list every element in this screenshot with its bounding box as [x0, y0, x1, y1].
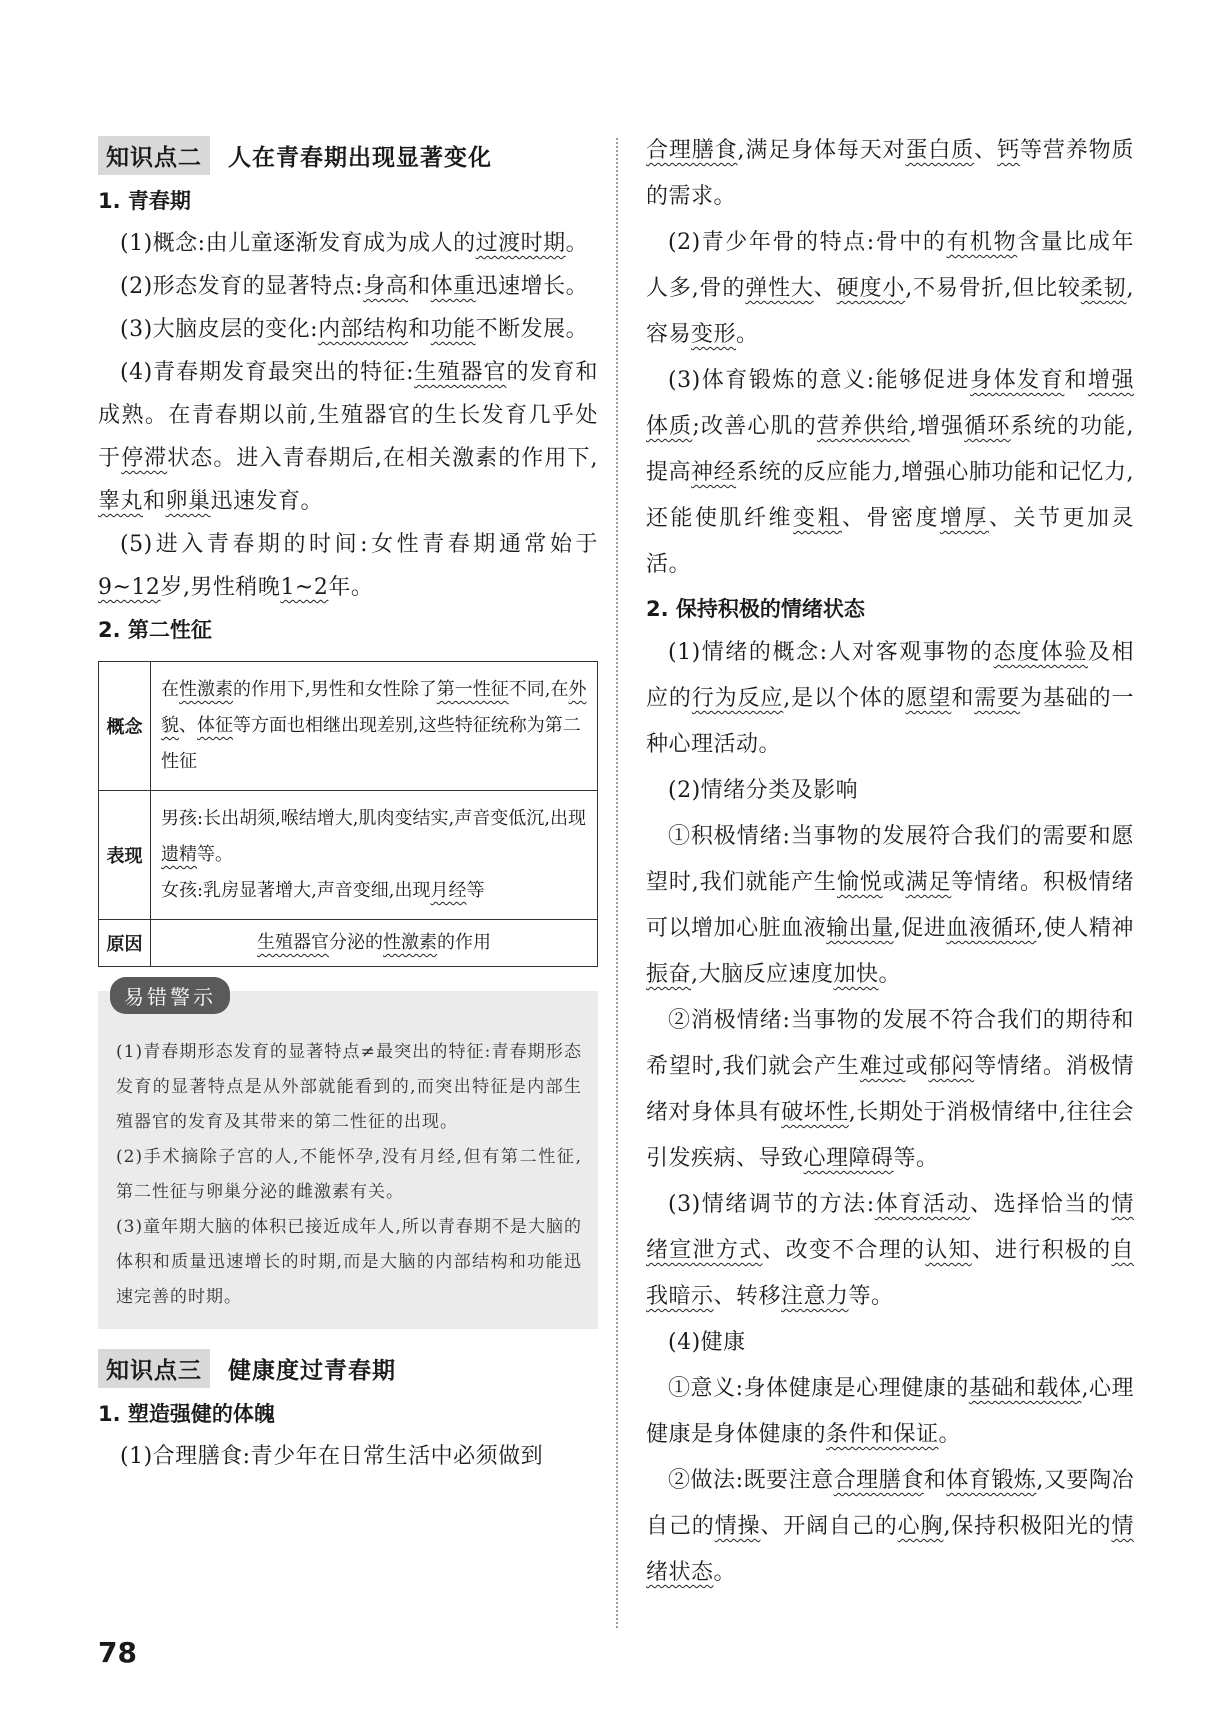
health-practice: ②做法:既要注意合理膳食和体育锻炼,又要陶冶自己的情操、开阔自己的心胸,保持积极阳光的情绪状态。 [646, 1468, 1134, 1585]
puberty-cortex: (3)大脑皮层的变化:内部结构和功能不断发展。 [120, 317, 589, 342]
row-head-cause: 原因 [99, 920, 151, 967]
puberty-onset: (5)进入青春期的时间:女性青春期通常始于9~12岁,男性稍晚1~2年。 [98, 532, 598, 600]
positive-emotion: ①积极情绪:当事物的发展符合我们的需要和愿望时,我们就能产生愉悦或满足等情绪。积极情绪可以增加心脏血液输出量,促进血液循环,使人精神振奋,大脑反应速度加快。 [646, 824, 1134, 987]
puberty-feature: (4)青春期发育最突出的特征:生殖器官的发育和成熟。在青春期以前,生殖器官的生长发育几乎处于停滞状态。进入青春期后,在相关激素的作用下,睾丸和卵巢迅速发育。 [98, 360, 598, 514]
puberty-concept: (1)概念:由儿童逐渐发育成为成人的过渡时期。 [120, 231, 589, 256]
secondary-sex-table [98, 661, 598, 967]
girls-line: 女孩:乳房显著增大,声音变细,出现月经等 [161, 880, 485, 901]
error-warning-box [98, 985, 598, 1329]
puberty-morphology: (2)形态发育的显著特点:身高和体重迅速增长。 [120, 274, 589, 299]
table-row [99, 662, 598, 791]
section-puberty-heading: 1. 青春期 [98, 189, 191, 213]
kp3-title: 健康度过青春期 [228, 1357, 396, 1384]
section-emotion-heading: 2. 保持积极的情绪状态 [646, 597, 865, 621]
page-number: 78 [98, 1636, 137, 1669]
row-body-manifestation [151, 791, 598, 920]
section-body-heading: 1. 塑造强健的体魄 [98, 1402, 275, 1426]
section-secondary-sex-heading: 2. 第二性征 [98, 618, 212, 642]
knowledge-point-3-heading [98, 1347, 598, 1389]
row-head-manifestation: 表现 [99, 791, 151, 920]
warning-item: (3)童年期大脑的体积已接近成年人,所以青春期不是大脑的体积和质量迅速增长的时期,而是大脑的内部结构和功能迅速完善的时期。 [116, 1217, 582, 1307]
left-column [98, 134, 598, 1478]
row-body-cause: 生殖器官分泌的性激素的作用 [151, 920, 598, 967]
bone-features: (2)青少年骨的特点:骨中的有机物含量比成年人多,骨的弹性大、硬度小,不易骨折,但比较柔韧,容易变形。 [646, 230, 1134, 347]
kp2-title: 人在青春期出现显著变化 [228, 144, 492, 171]
diet-continued: 合理膳食,满足身体每天对蛋白质、钙等营养物质的需求。 [646, 138, 1134, 209]
health-heading: (4)健康 [668, 1330, 746, 1355]
health-significance: ①意义:身体健康是心理健康的基础和载体,心理健康是身体健康的条件和保证。 [646, 1376, 1134, 1447]
table-row [99, 920, 598, 967]
emotion-concept: (1)情绪的概念:人对客观事物的态度体验及相应的行为反应,是以个体的愿望和需要为基础的一种心理活动。 [646, 640, 1134, 757]
emotion-classification: (2)情绪分类及影响 [668, 778, 859, 803]
row-body-concept: 在性激素的作用下,男性和女性除了第一性征不同,在外貌、体征等方面也相继出现差别,这些特征统称为第二性征 [151, 662, 598, 791]
column-divider [616, 138, 618, 1628]
warning-tag: 易错警示 [110, 977, 230, 1014]
table-row [99, 791, 598, 920]
row-head-concept: 概念 [99, 662, 151, 791]
emotion-regulation: (3)情绪调节的方法:体育活动、选择恰当的情绪宣泄方式、改变不合理的认知、进行积极的自我暗示、转移注意力等。 [646, 1192, 1134, 1309]
exercise-significance: (3)体育锻炼的意义:能够促进身体发育和增强体质;改善心肌的营养供给,增强循环系统的功能,提高神经系统的反应能力,增强心肺功能和记忆力,还能使肌纤维变粗、骨密度增厚、关节更加灵活。 [646, 368, 1134, 577]
kp3-tag: 知识点三 [98, 1349, 210, 1388]
warning-item: (2)手术摘除子宫的人,不能怀孕,没有月经,但有第二性征,第二性征与卵巢分泌的雌激素有关。 [116, 1147, 582, 1202]
warning-item: (1)青春期形态发育的显著特点≠最突出的特征:青春期形态发育的显著特点是从外部就能看到的,而突出特征是内部生殖器官的发育及其带来的第二性征的出现。 [116, 1042, 582, 1132]
knowledge-point-2-heading [98, 134, 598, 176]
right-column [646, 128, 1134, 1596]
negative-emotion: ②消极情绪:当事物的发展不符合我们的期待和希望时,我们就会产生难过或郁闷等情绪。消极情绪对身体具有破坏性,长期处于消极情绪中,往往会引发疾病、导致心理障碍等。 [646, 1008, 1134, 1171]
kp2-tag: 知识点二 [98, 136, 210, 175]
boys-line: 男孩:长出胡须,喉结增大,肌肉变结实,声音变低沉,出现遗精等。 [161, 808, 586, 865]
diet-start: (1)合理膳食:青少年在日常生活中必须做到 [120, 1444, 544, 1469]
